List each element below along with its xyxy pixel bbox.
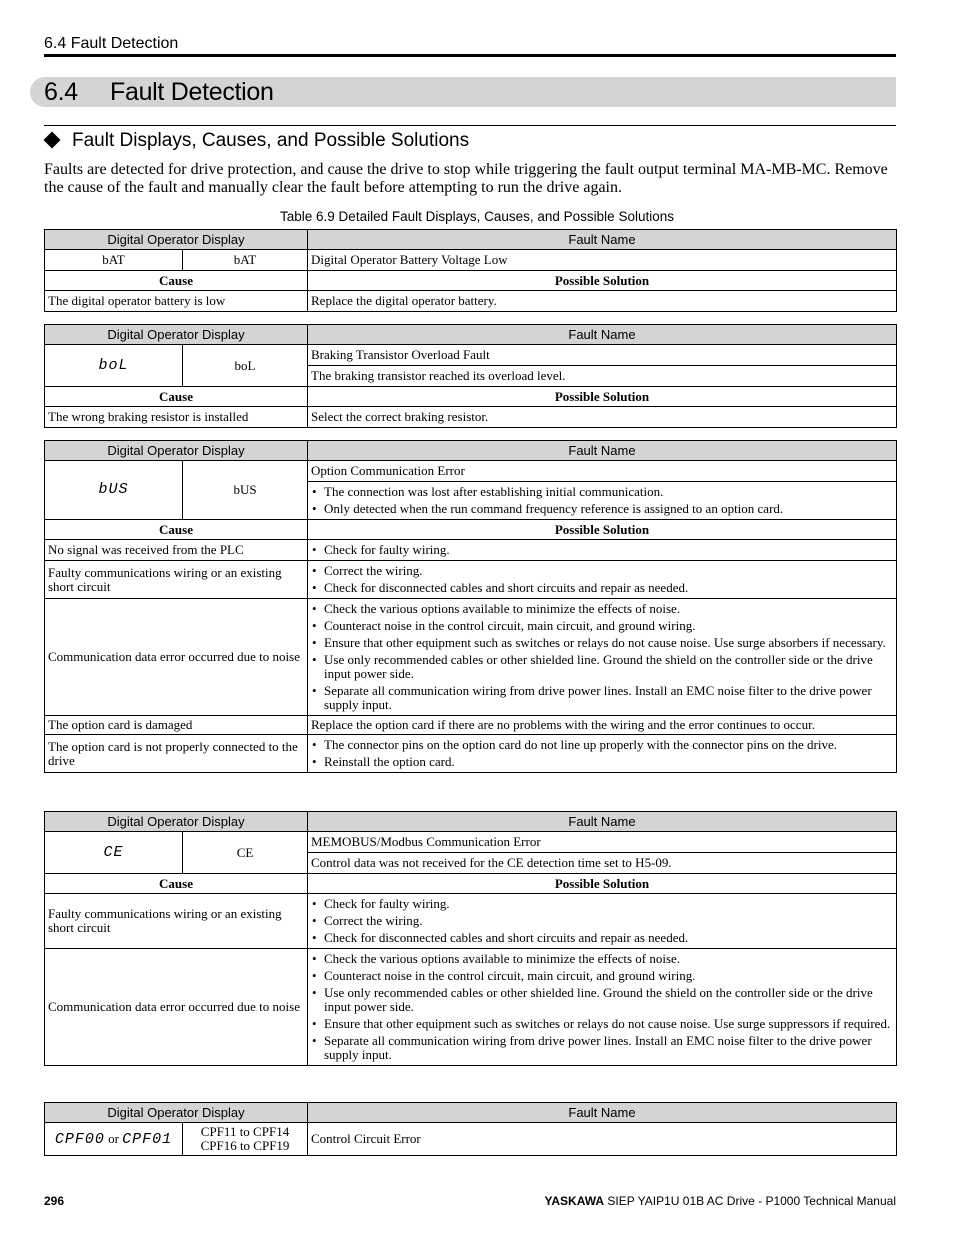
- list-item: • Only detected when the run command frequency reference is assigned to an option card.: [311, 502, 893, 516]
- col-display-header: Digital Operator Display: [45, 1103, 308, 1123]
- cause-cell: Faulty communications wiring or an existing short circuit: [45, 894, 308, 949]
- col-fault-header: Fault Name: [308, 1103, 897, 1123]
- list-item: • Check the various options available to minimize the effects of noise.: [311, 602, 893, 616]
- operator-display-cpf01: CPF01: [122, 1130, 173, 1148]
- solution-cell: Replace the digital operator battery.: [308, 291, 897, 312]
- list-item: • Check for faulty wiring.: [311, 897, 893, 911]
- col-display-header: Digital Operator Display: [45, 812, 308, 832]
- operator-display: CE: [45, 832, 183, 874]
- col-fault-header: Fault Name: [308, 230, 897, 250]
- diamond-bullet-icon: [44, 131, 61, 148]
- operator-display-cpf00: CPF00: [54, 1130, 105, 1148]
- fault-code-range: CPF16 to CPF19: [200, 1138, 290, 1153]
- fault-code-range: CPF11 to CPF14: [200, 1124, 290, 1139]
- operator-display: bAT: [45, 250, 183, 271]
- cause-cell: The digital operator battery is low: [45, 291, 308, 312]
- list-item: • Separate all communication wiring from drive power lines. Install an EMC noise filter to the drive power supply input.: [311, 684, 893, 712]
- col-fault-header: Fault Name: [308, 812, 897, 832]
- cause-cell: The wrong braking resistor is installed: [45, 407, 308, 428]
- section-bar: [30, 77, 896, 107]
- list-item: • Counteract noise in the control circuit, main circuit, and ground wiring.: [311, 619, 893, 633]
- solution-cell: [308, 561, 897, 599]
- page-number: 296: [44, 1194, 65, 1208]
- fault-code: bUS: [183, 461, 308, 520]
- section-rule: [44, 125, 896, 126]
- list-item: • Separate all communication wiring from drive power lines. Install an EMC noise filter to the drive power supply input.: [311, 1034, 893, 1062]
- solution-cell: Replace the option card if there are no problems with the wiring and the error continues to occur.: [308, 716, 897, 735]
- list-item: • Use only recommended cables or other shielded line. Ground the shield on the controller side or the drive input power side.: [311, 986, 893, 1014]
- fault-description: The braking transistor reached its overload level.: [308, 366, 897, 387]
- cause-cell: Communication data error occurred due to noise: [45, 599, 308, 716]
- footer-manual-title: SIEP YAIP1U 01B AC Drive - P1000 Technical Manual: [607, 1194, 896, 1208]
- cause-cell: Faulty communications wiring or an existing short circuit: [45, 561, 308, 599]
- cause-cell: The option card is not properly connected to the drive: [45, 735, 308, 773]
- list-item: • Correct the wiring.: [311, 914, 893, 928]
- fault-table-bus: [44, 440, 897, 773]
- col-fault-header: Fault Name: [308, 325, 897, 345]
- fault-description: Control data was not received for the CE detection time set to H5-09.: [308, 853, 897, 874]
- solution-header: Possible Solution: [308, 874, 897, 894]
- col-display-header: Digital Operator Display: [45, 441, 308, 461]
- solution-header: Possible Solution: [308, 387, 897, 407]
- intro-paragraph: Faults are detected for drive protection, and cause the drive to stop while triggering the fault output terminal MA-MB-MC. Remove the cause of the fault and manually clear the fault before attempting to run the drive again.: [44, 161, 888, 196]
- solution-header: Possible Solution: [308, 520, 897, 540]
- operator-display: bUS: [45, 461, 183, 520]
- list-item: • Check for disconnected cables and short circuits and repair as needed.: [311, 931, 893, 945]
- operator-display: boL: [45, 345, 183, 387]
- header-rule: [44, 54, 896, 57]
- solution-cell: [308, 599, 897, 716]
- list-item: • Ensure that other equipment such as switches or relays do not cause noise. Use surge absorbers if necessary.: [311, 636, 893, 650]
- fault-name: MEMOBUS/Modbus Communication Error: [308, 832, 897, 853]
- fault-description: [308, 482, 897, 520]
- cause-cell: The option card is damaged: [45, 716, 308, 735]
- list-item: • Use only recommended cables or other shielded line. Ground the shield on the controller side or the drive input power side.: [311, 653, 893, 681]
- col-display-header: Digital Operator Display: [45, 325, 308, 345]
- subheading-text: Fault Displays, Causes, and Possible Solutions: [72, 130, 470, 151]
- cause-header: Cause: [45, 520, 308, 540]
- fault-name: Option Communication Error: [308, 461, 897, 482]
- solution-header: Possible Solution: [308, 271, 897, 291]
- fault-code: boL: [183, 345, 308, 387]
- fault-code: [183, 1123, 308, 1156]
- list-item: • Check for faulty wiring.: [311, 543, 893, 557]
- fault-code: bAT: [183, 250, 308, 271]
- section-title: Fault Detection: [110, 78, 274, 106]
- solution-cell: [308, 894, 897, 949]
- cause-header: Cause: [45, 874, 308, 894]
- fault-name: Digital Operator Battery Voltage Low: [308, 250, 897, 271]
- footer-brand: YASKAWA: [544, 1194, 605, 1208]
- cause-header: Cause: [45, 271, 308, 291]
- running-header: 6.4 Fault Detection: [44, 35, 179, 52]
- fault-table-bol: [44, 324, 897, 428]
- fault-name: Braking Transistor Overload Fault: [308, 345, 897, 366]
- col-display-header: Digital Operator Display: [45, 230, 308, 250]
- display-or: or: [108, 1130, 119, 1146]
- solution-cell: [308, 949, 897, 1066]
- fault-table-bat: [44, 229, 897, 312]
- list-item: • Check the various options available to minimize the effects of noise.: [311, 952, 893, 966]
- list-item: • Ensure that other equipment such as switches or relays do not cause noise. Use surge suppressors if required.: [311, 1017, 893, 1031]
- list-item: • Counteract noise in the control circuit, main circuit, and ground wiring.: [311, 969, 893, 983]
- list-item: • Check for disconnected cables and short circuits and repair as needed.: [311, 581, 893, 595]
- cause-cell: No signal was received from the PLC: [45, 540, 308, 561]
- fault-table-cpf: [44, 1102, 897, 1156]
- fault-table-ce: [44, 811, 897, 1066]
- col-fault-header: Fault Name: [308, 441, 897, 461]
- list-item: • The connector pins on the option card do not line up properly with the connector pins on the drive.: [311, 738, 893, 752]
- cause-header: Cause: [45, 387, 308, 407]
- cause-cell: Communication data error occurred due to noise: [45, 949, 308, 1066]
- subheading: [44, 130, 469, 152]
- fault-code: CE: [183, 832, 308, 874]
- list-item: • The connection was lost after establishing initial communication.: [311, 485, 893, 499]
- footer-manual: [544, 1194, 896, 1208]
- list-item: • Correct the wiring.: [311, 564, 893, 578]
- table-caption: Table 6.9 Detailed Fault Displays, Causes, and Possible Solutions: [280, 209, 674, 224]
- solution-cell: [308, 735, 897, 773]
- solution-cell: [308, 540, 897, 561]
- solution-cell: Select the correct braking resistor.: [308, 407, 897, 428]
- section-number: 6.4: [44, 78, 78, 106]
- operator-display: [45, 1123, 183, 1156]
- fault-name: Control Circuit Error: [308, 1123, 897, 1156]
- list-item: • Reinstall the option card.: [311, 755, 893, 769]
